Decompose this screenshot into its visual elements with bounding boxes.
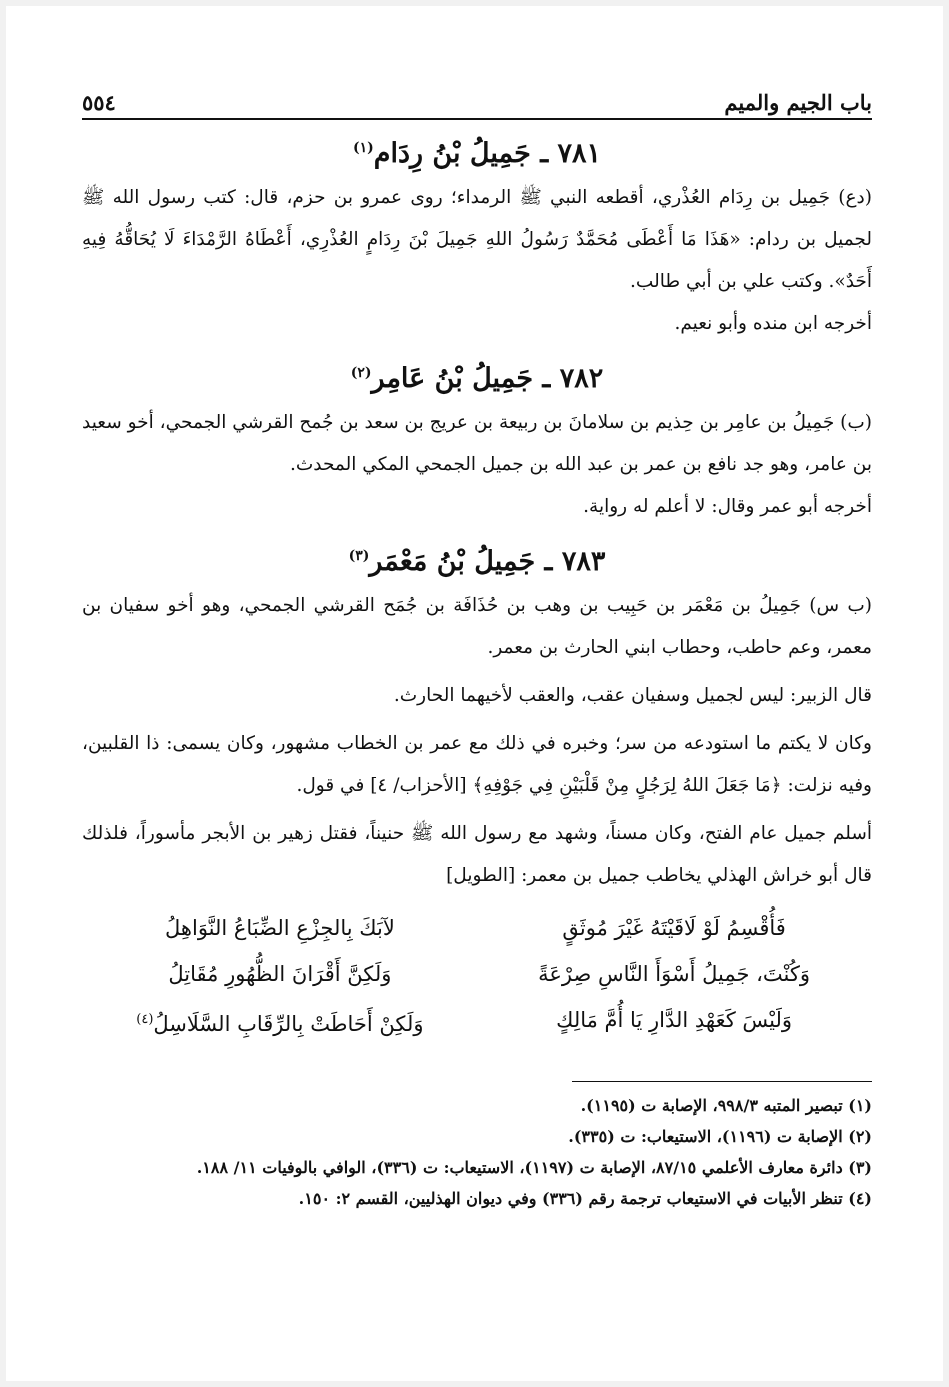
entry-title: ٧٨١ ـ جَمِيلُ بْنُ رِدَام — [373, 138, 602, 169]
footnote-marker: (١) — [352, 140, 374, 156]
entry-paragraph: (ب س) جَمِيلُ بن مَعْمَر بن حَبِيب بن وهب بن حُذَافَة بن جُمَح القرشي الجمحي، وهو أخو سفيان بن معمر، وعم حاطب، وحطاب ابني الحارث بن معمر. — [82, 595, 872, 658]
poem-hemistich-text: وَلَكِنْ أَحَاطَتْ بِالرِّقَابِ السَّلَاسِلُ — [153, 1012, 424, 1036]
footnote-marker: (٢) — [350, 365, 372, 381]
poem-hemistich-first: وَلَيْسَ كَعَهْدِ الدَّارِ يَا أُمَّ مَالِكٍ — [556, 1008, 793, 1032]
footnote-divider — [572, 1081, 872, 1082]
entry-paragraph: أخرجه أبو عمر وقال: لا أعلم له رواية. — [583, 496, 872, 517]
poem-verse — [82, 951, 872, 997]
poem-verse — [82, 905, 872, 951]
entry-paragraph: أسلم جميل عام الفتح، وكان مسناً، وشهد مع رسول الله ﷺ حنيناً، فقتل زهير بن الأبجر مأسوراً، فلذلك قال أبو خراش الهذلي يخاطب جميل بن معمر: [الطويل] — [82, 823, 872, 886]
entry-paragraph: (دع) جَمِيل بن رِدَام العُذْري، أقطعه النبي ﷺ الرمداء؛ روى عمرو بن حزم، قال: كتب رسول الله ﷺ لجميل بن ردام: «هَذَا مَا أَعْطَى مُحَمَّدٌ رَسُولُ اللهِ جَمِيلَ بْنَ رِدَامٍ العُذْرِي، أَعْطَاهُ الرَّمْدَاءَ لَا يُحَاقُّهُ فِيهِ أَحَدٌ». وكتب علي بن أبي طالب. — [82, 187, 872, 292]
entry-title: ٧٨٣ ـ جَمِيلُ بْنُ مَعْمَر — [369, 546, 606, 577]
entry-title: ٧٨٢ ـ جَمِيلُ بْنُ عَامِر — [371, 363, 604, 394]
entry-heading-782 — [82, 363, 872, 394]
entry-heading-781 — [82, 138, 872, 169]
footnote: (٤) تنظر الأبيات في الاستيعاب ترجمة رقم (٣٣٦) وفي ديوان الهذليين، القسم ٢: ١٥٠. — [298, 1189, 872, 1208]
entry-paragraph: وكان لا يكتم ما استودعه من سر؛ وخبره في ذلك مع عمر بن الخطاب مشهور، وكان يسمى: ذا القلبين، وفيه نزلت: ﴿مَا جَعَلَ اللهُ لِرَجُلٍ مِنْ قَلْبَيْنِ فِي جَوْفِهِ﴾ [الأحزاب/ ٤] في قول. — [82, 733, 872, 796]
entry-paragraph: (ب) جَمِيلُ بن عامِر بن حِذيم بن سلامانَ بن ربيعة بن عريج بن سعد بن جُمح القرشي الجمحي، أخو سعيد بن عامر، وهو جد نافع بن عمر بن عبد الله بن جميل الجمحي المكي المحدث. — [82, 412, 872, 475]
poem-hemistich-first: فَأُقْسِمُ لَوْ لَاقَيْتَهُ غَيْرَ مُوثَقٍ — [562, 916, 786, 940]
poem-hemistich-first: وَكُنْتَ، جَمِيلُ أَسْوَأَ النَّاسِ صِرْعَةً — [538, 962, 811, 986]
entry-paragraph: أخرجه ابن منده وأبو نعيم. — [674, 313, 872, 334]
footnote-marker: (٣) — [348, 548, 370, 564]
footnote: (٢) الإصابة ت (١١٩٦)، الاستيعاب: ت (٣٣٥). — [568, 1127, 872, 1146]
poem-hemistich-second: وَلَكِنَّ أَقْرَانَ الظُّهُورِ مُقَاتِلُ — [168, 962, 392, 986]
running-title: باب الجيم والميم — [724, 90, 872, 115]
poem-verse — [82, 997, 872, 1047]
running-head — [82, 70, 872, 120]
page-content — [82, 70, 872, 1214]
entry-paragraph: قال الزبير: ليس لجميل وسفيان عقب، والعقب لأخيهما الحارث. — [393, 685, 872, 706]
footnote: (٣) دائرة معارف الأعلمي ٨٧/١٥، الإصابة ت (١١٩٧)، الاستيعاب: ت (٣٣٦)، الوافي بالوفيات ١١/ ١٨٨. — [196, 1158, 872, 1177]
page-number: ٥٥٤ — [82, 90, 116, 115]
footnote: (١) تبصير المتبه ٩٩٨/٣، الإصابة ت (١١٩٥). — [580, 1096, 872, 1115]
poem-hemistich-second: لآبَكَ بِالجِزْعِ الضِّبَاعُ النَّوَاهِلُ — [165, 916, 395, 940]
entry-heading-783 — [82, 546, 872, 577]
poem-hemistich-second — [98, 997, 462, 1047]
poem — [82, 905, 872, 1047]
footnote-marker: (٤) — [136, 1012, 154, 1027]
